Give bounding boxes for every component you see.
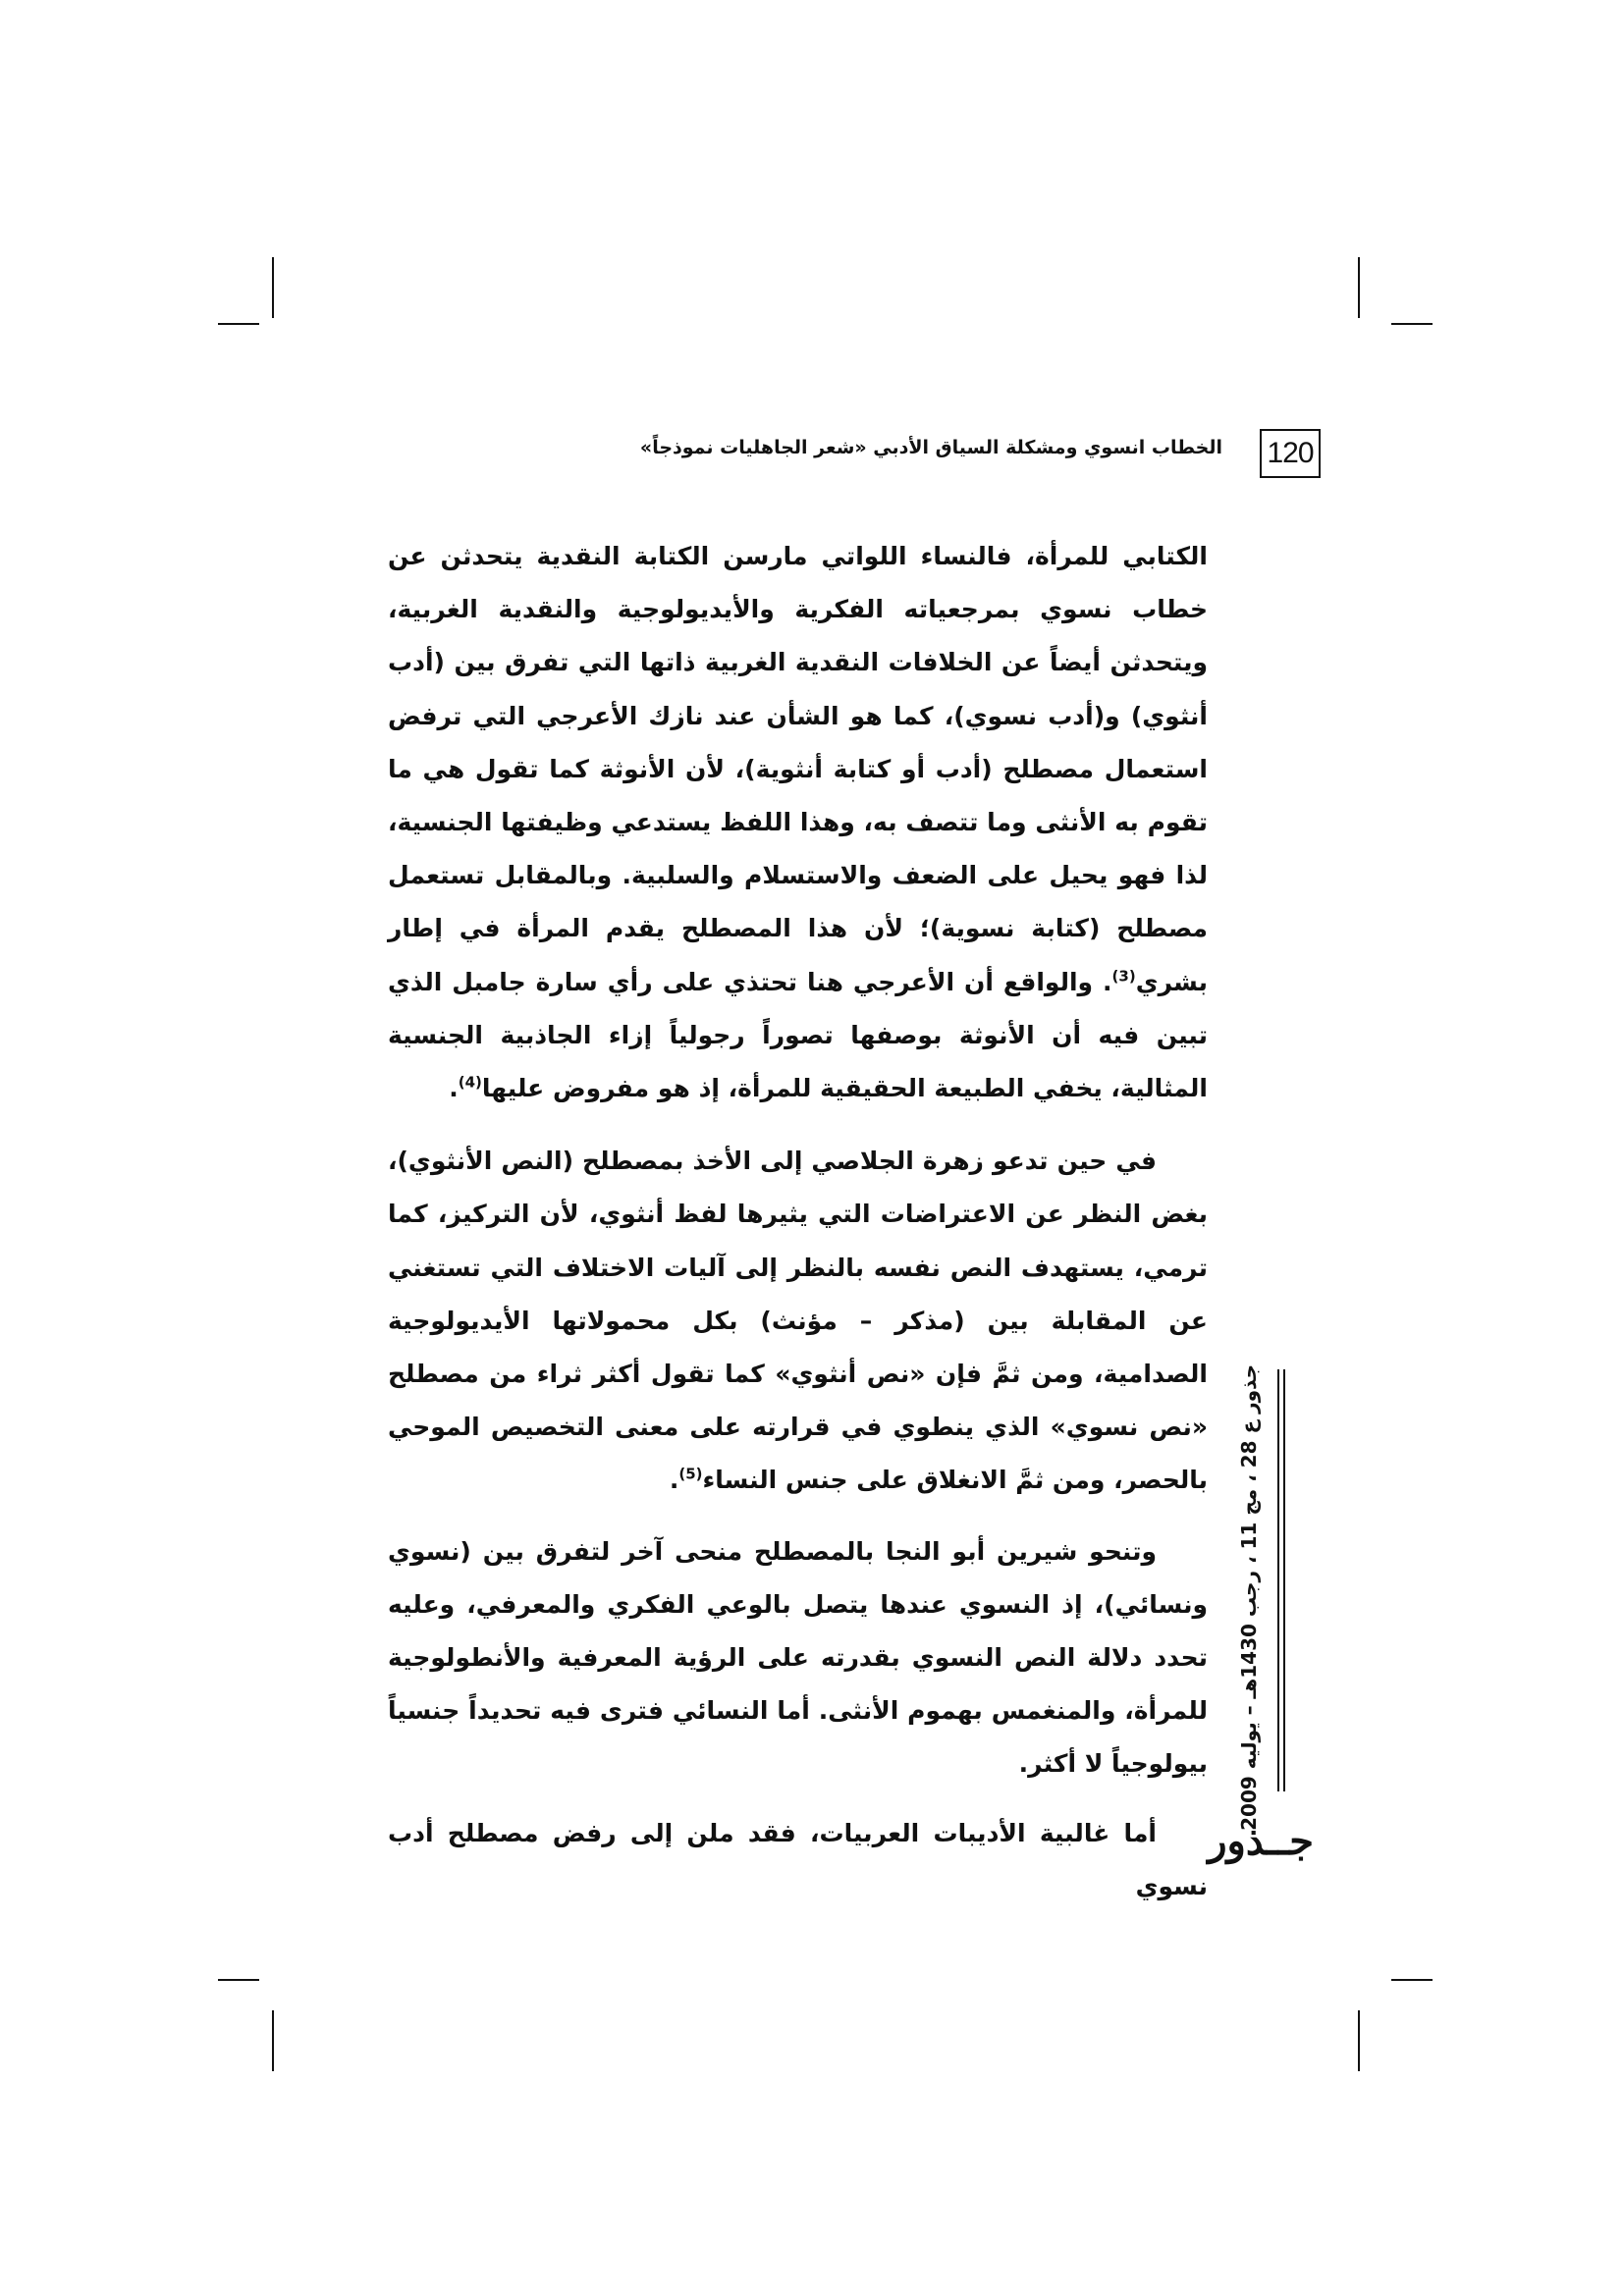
- paragraph-end: .: [669, 1466, 679, 1495]
- article-body: [388, 530, 1208, 1913]
- footnote-ref: (5): [678, 1466, 703, 1484]
- paragraph-text: أما غالبية الأديبات العربيات، فقد ملن إلى رفض مصطلح أدب نسوي: [388, 1818, 1208, 1900]
- paragraph: [388, 530, 1208, 1115]
- paragraph: [388, 1807, 1208, 1913]
- crop-mark: [1358, 2010, 1360, 2071]
- paragraph: [388, 1135, 1208, 1507]
- crop-mark: [218, 323, 259, 325]
- footnote-ref: (3): [1111, 967, 1136, 986]
- crop-mark: [272, 2010, 274, 2071]
- side-rule: [1277, 1369, 1279, 1791]
- crop-mark: [1358, 257, 1360, 318]
- footnote-ref: (4): [458, 1073, 482, 1092]
- running-title: الخطاب انسوي ومشكلة السياق الأدبي «شعر الجاهليات نموذجاً»: [639, 437, 1222, 458]
- paragraph-end: .: [449, 1074, 459, 1103]
- page-header: [628, 429, 1321, 480]
- crop-mark: [1391, 1979, 1433, 1981]
- paragraph: [388, 1525, 1208, 1791]
- side-rule: [1283, 1369, 1285, 1791]
- crop-mark: [1391, 323, 1433, 325]
- journal-citation: جذور ع 28 ، مج 11 ، رجب 1430هـ – يوليه 2009: [1237, 1364, 1261, 1831]
- page-number: 120: [1260, 429, 1321, 478]
- crop-mark: [272, 257, 274, 318]
- crop-mark: [218, 1979, 259, 1981]
- paragraph-text: . والواقع أن الأعرجي هنا تحتذي على رأي سارة جامبل الذي تبين فيه أن الأنوثة بوصفها تصوراً رجولياً إزاء الجاذبية الجنسية المثالية، يخفي الطبيعة الحقيقية للمرأة، إذ هو مفروض عليها: [388, 967, 1208, 1103]
- paragraph-text: الكتابي للمرأة، فالنساء اللواتي مارسن الكتابة النقدية يتحدثن عن خطاب نسوي بمرجعياته الفكرية والأيديولوجية والنقدية الغربية، ويتحدثن أيضاً عن الخلافات النقدية الغربية ذاتها التي تفرق بين (أدب أنثوي) و(أدب نسوي)، كما هو الشأن عند نازك الأعرجي التي ترفض استعمال مصطلح (أدب أو كتابة أنثوية)، لأن الأنوثة كما تقول هي ما تقوم به الأنثى وما تتصف به، وهذا اللفظ يستدعي وظيفتها الجنسية، لذا فهو يحيل على الضعف والاستسلام والسلبية. وبالمقابل تستعمل مصطلح (كتابة نسوية)؛ لأن هذا المصطلح يقدم المرأة في إطار بشري: [388, 542, 1208, 996]
- paragraph-text: في حين تدعو زهرة الجلاصي إلى الأخذ بمصطلح (النص الأنثوي)، بغض النظر عن الاعتراضات التي يثيرها لفظ أنثوي، لأن التركيز، كما ترمي، يستهدف النص نفسه بالنظر إلى آليات الاختلاف التي تستغني عن المقابلة بين (مذكر – مؤنث) بكل محمولاتها الأيديولوجية الصدامية، ومن ثمَّ فإن «نص أنثوي» كما تقول أكثر ثراء من مصطلح «نص نسوي» الذي ينطوي في قرارته على معنى التخصيص الموحي بالحصر، ومن ثمَّ الانغلاق على جنس النساء: [388, 1147, 1208, 1495]
- journal-logo: جــذور: [1208, 1818, 1314, 1864]
- paragraph-text: وتنحو شيرين أبو النجا بالمصطلح منحى آخر لتفرق بين (نسوي ونسائي)، إذ النسوي عندها يتصل بالوعي الفكري والمعرفي، وعليه تحدد دلالة النص النسوي بقدرته على الرؤية المعرفية والأنطولوجية للمرأة، والمنغمس بهموم الأنثى. أما النسائي فترى فيه تحديداً جنسياً بيولوجياً لا أكثر.: [388, 1536, 1208, 1779]
